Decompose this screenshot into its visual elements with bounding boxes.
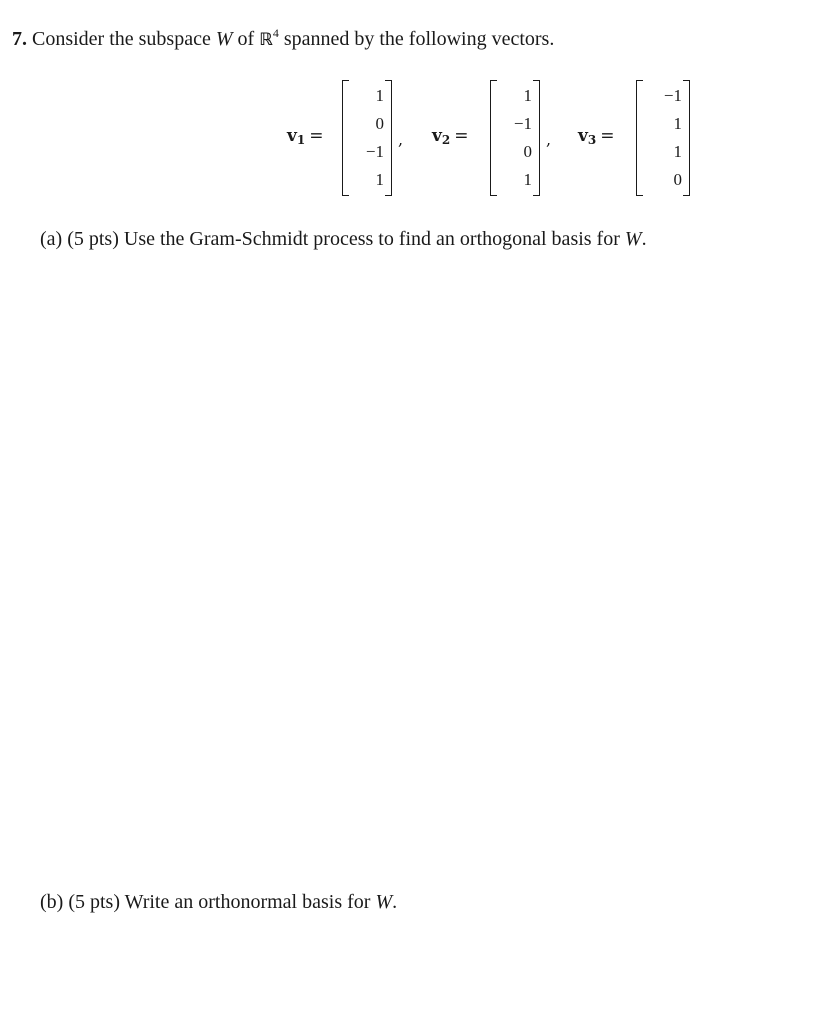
vector-definitions [0, 78, 820, 208]
vector-v2-matrix [490, 78, 540, 198]
vector-v1-matrix [342, 78, 392, 198]
vector-entry: 1 [523, 170, 532, 189]
part-a-period: . [641, 228, 647, 250]
vector-entry: 1 [523, 86, 532, 105]
subspace-symbol: W [215, 28, 233, 50]
vector-entry: 0 [673, 170, 682, 189]
part-a-prompt [40, 224, 647, 254]
left-bracket [636, 80, 643, 196]
part-b-period: . [392, 891, 398, 913]
part-b-text: Write an orthonormal basis for [124, 891, 371, 913]
right-bracket [683, 80, 690, 196]
left-bracket [490, 80, 497, 196]
part-b-subspace: W [375, 891, 393, 913]
part-b-prompt [40, 887, 397, 917]
vector-label-v2: $v_2$ = [432, 126, 469, 147]
vector-v3-matrix [636, 78, 690, 198]
problem-number: 7. [12, 28, 27, 50]
right-bracket [385, 80, 392, 196]
vector-entry: 0 [523, 142, 532, 161]
part-a-subspace: W [624, 228, 642, 250]
of-text: of [237, 28, 255, 50]
intro-text-end: spanned by the following vectors. [283, 28, 555, 50]
intro-text: Consider the subspace [32, 28, 211, 50]
problem-statement [12, 24, 554, 55]
left-bracket [342, 80, 349, 196]
real-space-exponent: 4 [272, 26, 279, 40]
vector-entry: 1 [673, 114, 682, 133]
real-space-symbol: ℝ [259, 30, 273, 50]
vector-entry: 1 [673, 142, 682, 161]
vector-separator: , [398, 130, 404, 149]
vector-label-v1: $v_1$ = [287, 126, 324, 147]
part-b-points: (5 pts) [68, 891, 120, 913]
part-a-points: (5 pts) [67, 228, 119, 250]
vector-entry: 1 [375, 170, 384, 189]
part-a-label: (a) [40, 228, 63, 250]
part-b-label: (b) [40, 891, 64, 913]
vector-entry: −1 [513, 114, 532, 133]
vector-entry: 0 [375, 114, 384, 133]
part-a-text: Use the Gram-Schmidt process to find an orthogonal basis for [123, 228, 620, 250]
vector-label-v3: $v_3$ = [578, 126, 615, 147]
vector-entry: −1 [663, 86, 682, 105]
vector-entry: −1 [365, 142, 384, 161]
right-bracket [533, 80, 540, 196]
vector-entry: 1 [375, 86, 384, 105]
vector-separator: , [546, 130, 552, 149]
